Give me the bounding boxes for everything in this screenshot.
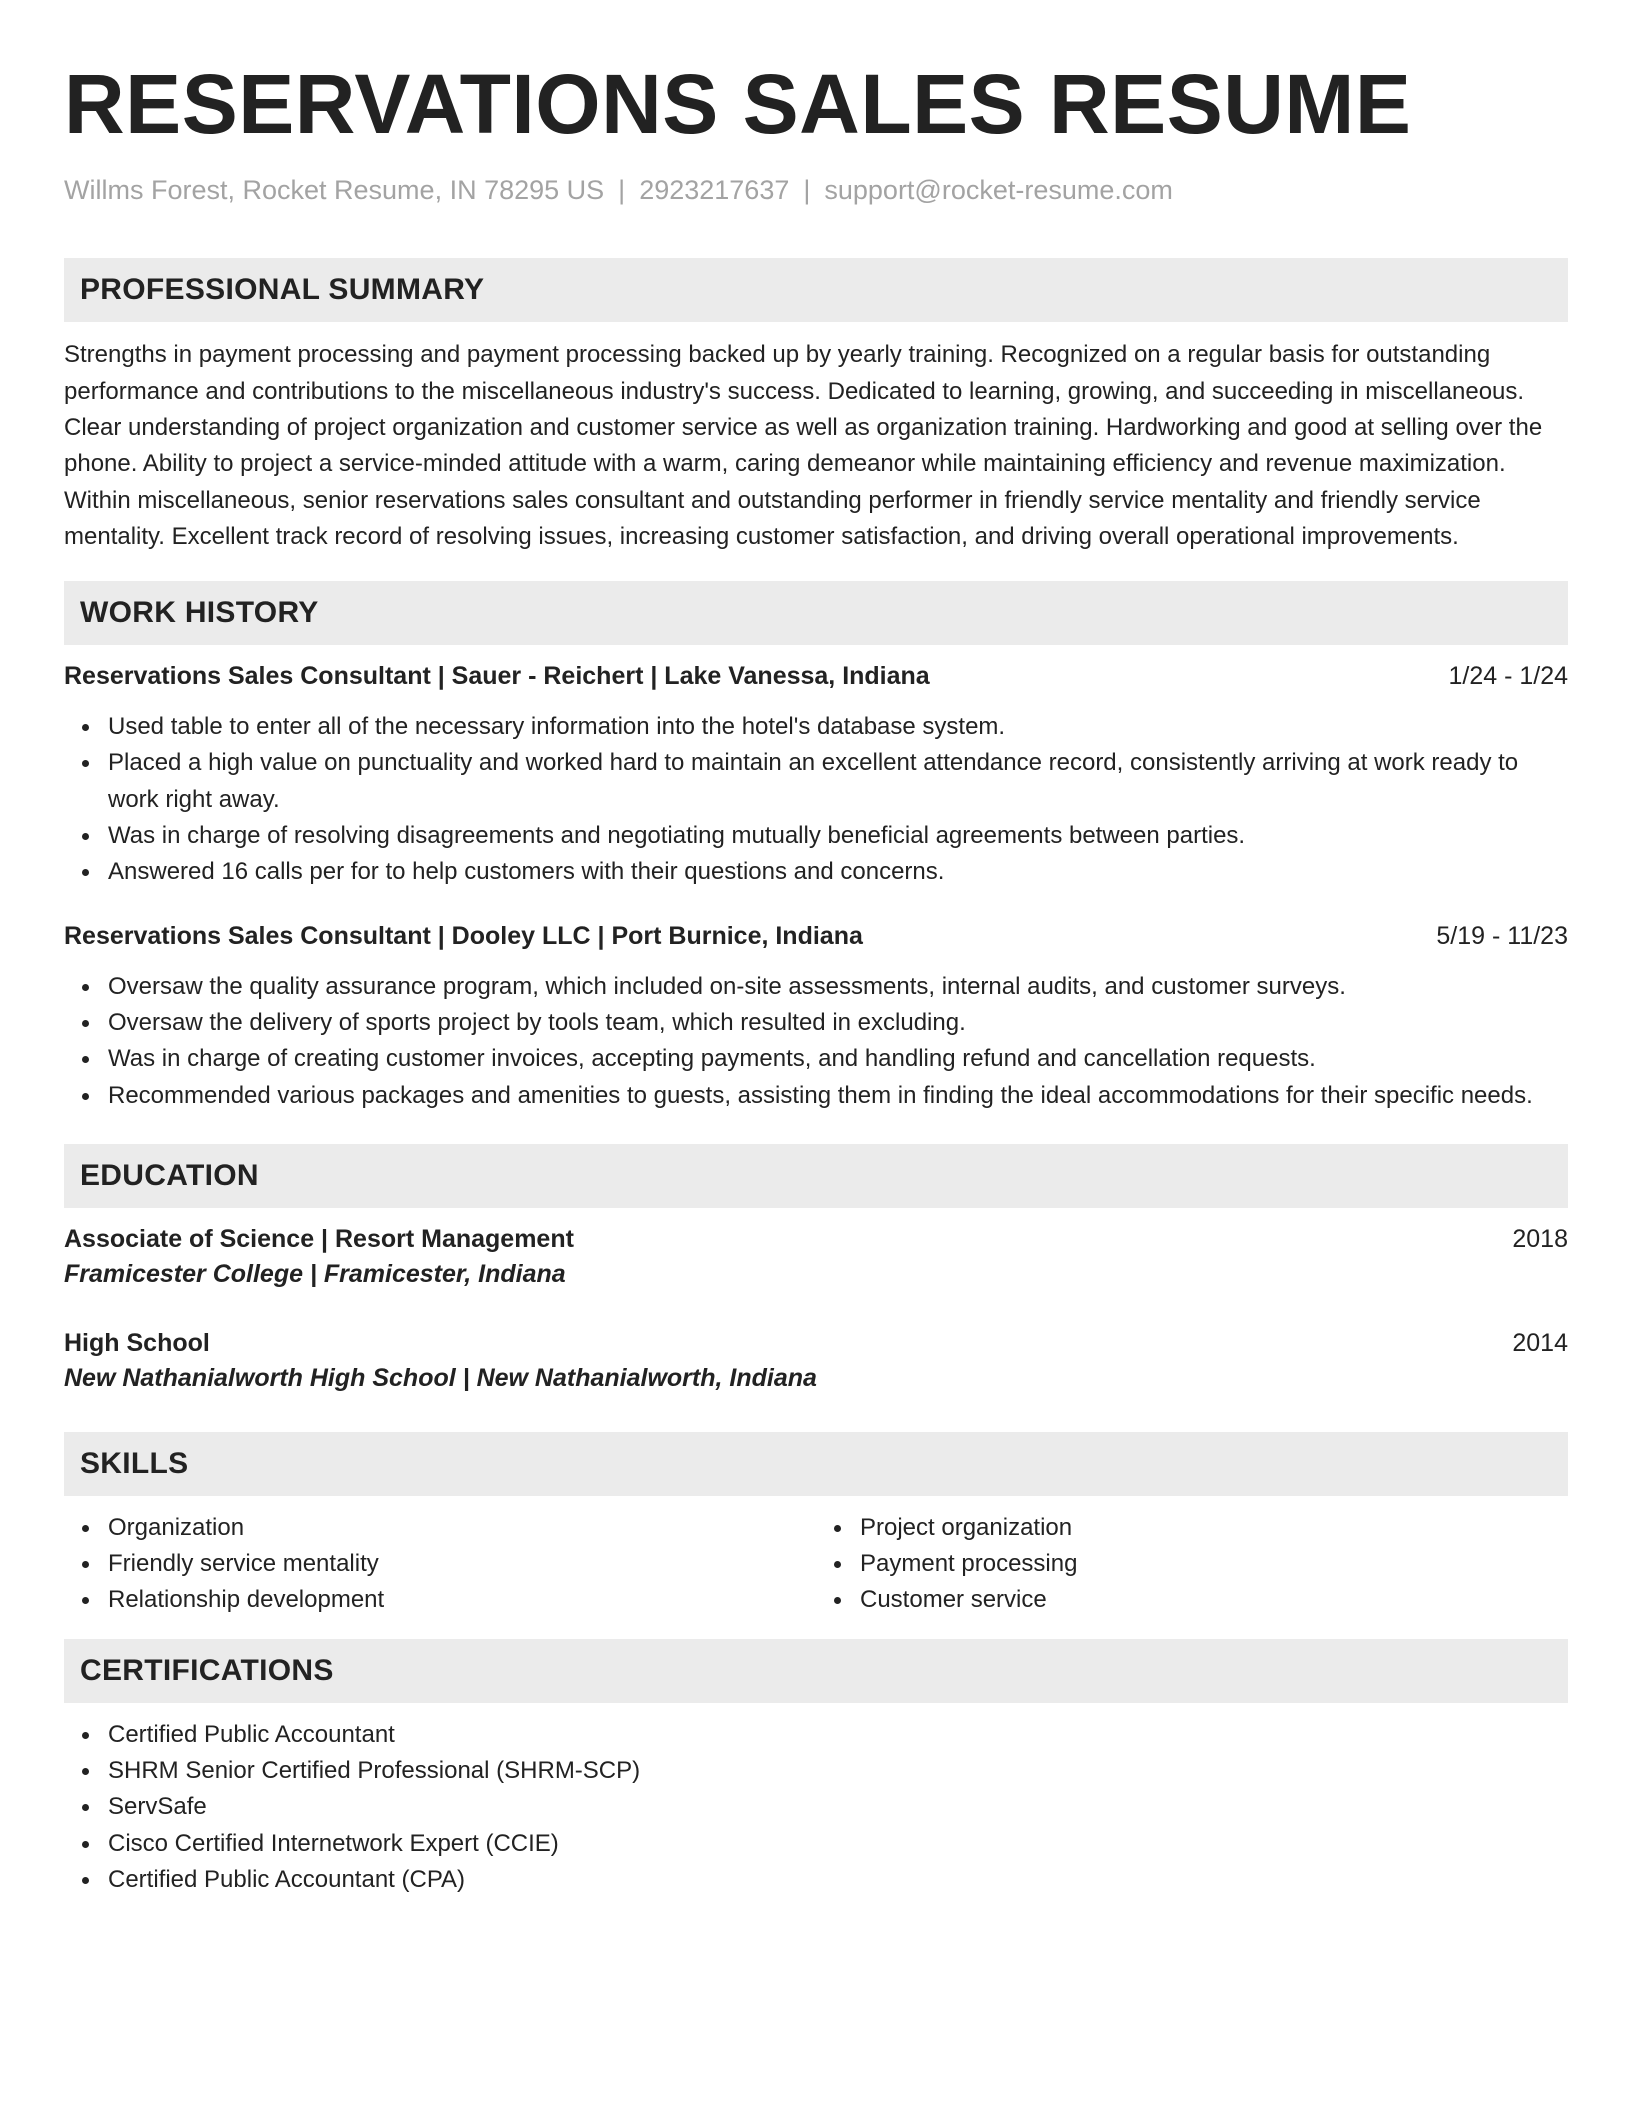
address-text: Willms Forest, Rocket Resume, IN 78295 US: [64, 175, 605, 205]
job-header: [64, 659, 1568, 693]
section-header-certifications: CERTIFICATIONS: [64, 1639, 1568, 1703]
job-bullet: Oversaw the delivery of sports project by tools team, which resulted in excluding.: [108, 1005, 1568, 1041]
phone-text: 2923217637: [639, 175, 790, 205]
job-date: 1/24 - 1/24: [1448, 662, 1568, 691]
section-header-work-history: WORK HISTORY: [64, 581, 1568, 645]
education-entry: [64, 1222, 1568, 1292]
job-bullet: Was in charge of creating customer invoices, accepting payments, and handling refund and cancellation requests.: [108, 1041, 1568, 1077]
job-entry: [64, 659, 1568, 890]
certification-item: Certified Public Accountant: [108, 1717, 1568, 1753]
job-bullet: Was in charge of resolving disagreements and negotiating mutually beneficial agreements between parties.: [108, 818, 1568, 854]
skill-item: Project organization: [860, 1510, 1568, 1546]
job-bullet: Used table to enter all of the necessary information into the hotel's database system.: [108, 709, 1568, 745]
certification-item: SHRM Senior Certified Professional (SHRM-SCP): [108, 1753, 1568, 1789]
job-bullet-list: [64, 709, 1568, 890]
job-entry: [64, 919, 1568, 1114]
email-text: support@rocket-resume.com: [824, 175, 1173, 205]
skills-list-left: [64, 1510, 816, 1619]
job-bullet: Placed a high value on punctuality and worked hard to maintain an excellent attendance record, consistently arriving at work ready to work right away.: [108, 745, 1568, 818]
education-header: [64, 1326, 1568, 1360]
certifications-list: [64, 1717, 1568, 1898]
section-header-summary: PROFESSIONAL SUMMARY: [64, 258, 1568, 322]
skills-list-right: [816, 1510, 1568, 1619]
skill-item: Payment processing: [860, 1546, 1568, 1582]
section-header-skills: SKILLS: [64, 1432, 1568, 1496]
school-name: New Nathanialworth High School | New Nathanialworth, Indiana: [64, 1363, 817, 1392]
job-bullet: Recommended various packages and amenities to guests, assisting them in finding the ideal accommodations for their specific needs.: [108, 1078, 1568, 1114]
education-year: 2014: [1512, 1328, 1568, 1357]
certification-item: Cisco Certified Internetwork Expert (CCIE): [108, 1826, 1568, 1862]
skills-grid: [64, 1510, 1568, 1619]
job-title: Reservations Sales Consultant | Dooley LLC | Port Burnice, Indiana: [64, 921, 863, 950]
school-name: Framicester College | Framicester, Indiana: [64, 1259, 566, 1288]
degree-title: High School: [64, 1328, 210, 1357]
skill-item: Organization: [108, 1510, 816, 1546]
job-header: [64, 919, 1568, 953]
contact-line: [64, 174, 1568, 206]
job-title: Reservations Sales Consultant | Sauer - Reichert | Lake Vanessa, Indiana: [64, 662, 930, 691]
certification-item: Certified Public Accountant (CPA): [108, 1862, 1568, 1898]
skill-item: Relationship development: [108, 1582, 816, 1618]
job-date: 5/19 - 11/23: [1436, 921, 1568, 950]
resume-title: RESERVATIONS SALES RESUME: [64, 57, 1412, 151]
education-header: [64, 1222, 1568, 1256]
job-bullet-list: [64, 969, 1568, 1114]
degree-title: Associate of Science | Resort Management: [64, 1224, 574, 1253]
certification-item: ServSafe: [108, 1789, 1568, 1825]
contact-separator: |: [618, 175, 626, 205]
contact-separator: |: [803, 175, 811, 205]
education-entry: [64, 1326, 1568, 1396]
skill-item: Friendly service mentality: [108, 1546, 816, 1582]
job-bullet: Oversaw the quality assurance program, which included on-site assessments, internal audits, and customer surveys.: [108, 969, 1568, 1005]
section-header-education: EDUCATION: [64, 1144, 1568, 1208]
summary-text: Strengths in payment processing and payment processing backed up by yearly training. Recognized on a regular basis for outstanding performance and contributions to the miscellaneous industry's success. Dedicated to learning, growing, and succeeding in miscellaneous. Clear understanding of project organization and customer service as well as organization training. Hardworking and good at selling over the phone. Ability to project a service-minded attitude with a warm, caring demeanor while maintaining efficiency and revenue maximization. Within miscellaneous, senior reservations sales consultant and outstanding performer in friendly service mentality and friendly service mentality. Excellent track record of resolving issues, increasing customer satisfaction, and driving overall operational improvements.: [64, 341, 1543, 550]
education-year: 2018: [1512, 1224, 1568, 1253]
skill-item: Customer service: [860, 1582, 1568, 1618]
job-bullet: Answered 16 calls per for to help customers with their questions and concerns.: [108, 854, 1568, 890]
